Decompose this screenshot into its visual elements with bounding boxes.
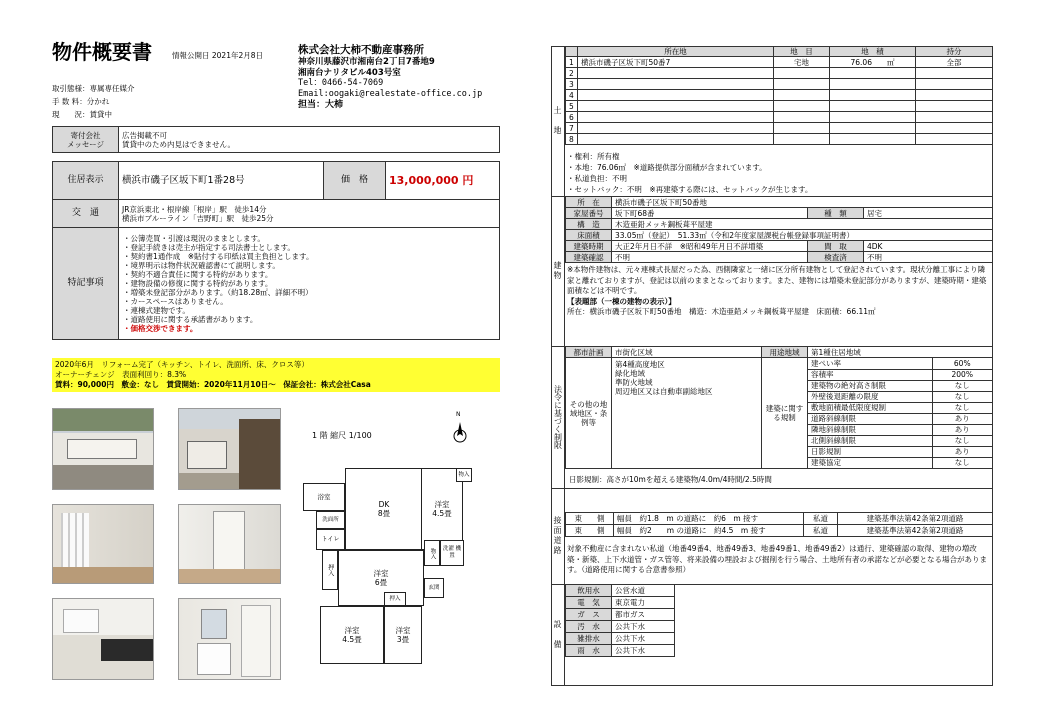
table-row: 建築物の絶対高さ制限 なし — [808, 380, 992, 391]
land-header-chimoku: 地 目 — [774, 47, 830, 57]
agent-person: 担当：大柿 — [298, 99, 344, 110]
property-table — [52, 161, 500, 340]
agent-email: Email:oogaki@realestate-office.co.jp — [298, 89, 483, 99]
layout: 4DK — [864, 241, 993, 252]
floor-area: 33.05㎡（登記） 51.33㎡（令和2年度家屋課税台帳登録事項証明書） — [612, 230, 993, 241]
table-row: 東 側 幅員 約1.8 m の道路に 約6 m 接す 私道 建築基準法第42条第2項道路 — [566, 513, 993, 525]
room-oshi2: 押入 — [384, 592, 406, 606]
price-label: 価 格 — [324, 162, 386, 200]
fee-value: 分かれ — [86, 97, 110, 106]
table-row: 汚 水 公共下水 — [566, 621, 675, 633]
structure-label: 構 造 — [566, 219, 612, 230]
road-section-label: 接 面 道 路 — [551, 488, 565, 584]
structure: 木造亜鉛メッキ鋼板葺平屋建 — [612, 219, 993, 230]
agent-block — [298, 44, 543, 111]
compass-icon — [452, 418, 468, 448]
year-label: 建築時期 — [566, 241, 612, 252]
room-laundry: 洗濯 機置 — [440, 540, 464, 566]
building-loc: 横浜市磯子区坂下町50番地 — [612, 197, 993, 208]
table-row: 電 気 東京電力 — [566, 597, 675, 609]
agent-company: 株式会社大柿不動産事務所 — [298, 44, 424, 56]
room-kura: 物入 — [456, 468, 472, 482]
land-header-area: 地 積 — [830, 47, 916, 57]
land-header-loc: 所在地 — [578, 47, 774, 57]
transport-value: JR京浜東北・根岸線「根岸」駅 徒歩14分 横浜市ブルーライン「吉野町」駅 徒歩25分 — [119, 200, 500, 228]
land-notes: ・権利：所有権 ・本地：76.06㎡ ※道路提供部分面積が含まれています。 ・私道負担：不明 ・セットバック：不明 ※再建築する際には、セットバックが生じます。 — [567, 152, 813, 194]
law-table — [565, 346, 993, 469]
table-row: 雑排水 公共下水 — [566, 633, 675, 645]
agent-tel: Tel：0466-54-7069 — [298, 78, 384, 89]
status-value: 賃貸中 — [89, 110, 112, 119]
table-row: 北側斜線制限 なし — [808, 435, 992, 446]
agent-building: 湘南台ナリタビル403号室 — [298, 67, 401, 78]
highlight-box — [52, 358, 500, 392]
layout-label: 間 取 — [808, 241, 864, 252]
building-section-label: 建 物 — [551, 196, 565, 346]
price-negotiable: ・価格交渉できます。 — [123, 324, 198, 333]
land-header-share: 持分 — [916, 47, 993, 57]
room-wash: 洗面所 — [316, 511, 345, 529]
page-title: 物件概要書 — [52, 40, 152, 64]
message-content: 広告掲載不可 賃貸中のため内見はできません。 — [119, 127, 500, 153]
price-value: 13,000,000 円 — [386, 162, 500, 200]
room-se: 洋室 3畳 — [384, 606, 422, 664]
table-row: 道路斜線制限 あり — [808, 413, 992, 424]
trade-info — [52, 82, 135, 121]
land-section-label: 土 地 — [551, 46, 565, 196]
facility-table — [565, 584, 675, 657]
room-wc: トイレ — [316, 529, 345, 550]
shade-rule: 日影規制：高さが10mを超える建築物/4.0m/4時間/2.5時間 — [569, 475, 772, 484]
highlight-yield: オーナーチェンジ 表面利回り：8.3% — [55, 370, 187, 379]
trade-mode: 専属専任媒介 — [89, 84, 135, 93]
room-bath: 浴室 — [303, 483, 345, 511]
compass-label: N — [456, 411, 461, 418]
city-label: 都市計画 — [566, 347, 612, 358]
table-row: 3 — [566, 79, 993, 90]
table-row: 敷地面積最低限度規制 なし — [808, 402, 992, 413]
table-row: 5 — [566, 101, 993, 112]
road-table — [565, 512, 993, 537]
room-sw: 洋室 4.5畳 — [320, 606, 384, 664]
building-table — [565, 196, 993, 263]
address-value: 横浜市磯子区坂下町1番28号 — [119, 162, 324, 200]
kind-label: 種 類 — [808, 208, 864, 219]
city-value: 市街化区域 — [612, 347, 762, 358]
kind: 居宅 — [864, 208, 993, 219]
highlight-reform: 2020年6月 リフォーム完了（キッチン、トイレ、洗面所、床、クロス等） — [55, 360, 309, 369]
table-row: 飲用水 公営水道 — [566, 585, 675, 597]
table-row: 2 — [566, 68, 993, 79]
restrict-label: 建築に関する規制 — [762, 358, 808, 469]
inspect-label: 検査済 — [808, 252, 864, 263]
table-row: 隣地斜線制限 あり — [808, 424, 992, 435]
zoning-value: 第1種住居地域 — [808, 347, 993, 358]
district-list: 第4種高度地区 緑化地域 準防火地域 周辺地区又は自動車副総地区 — [612, 358, 762, 469]
trade-mode-label: 取引態様： — [52, 84, 90, 93]
confirm: 不明 — [612, 252, 808, 263]
table-row: 6 — [566, 112, 993, 123]
zoning-label: 用途地域 — [762, 347, 808, 358]
restriction-table — [808, 358, 992, 468]
table-row: 外壁後退距離の限度 なし — [808, 391, 992, 402]
table-row: 8 — [566, 134, 993, 145]
land-table — [565, 46, 993, 145]
facility-section-label: 設 備 — [551, 584, 565, 686]
photo-washroom — [178, 598, 281, 680]
table-row: 雨 水 公共下水 — [566, 645, 675, 657]
transport-label: 交 通 — [53, 200, 119, 228]
room-genkan: 玄関 — [424, 578, 444, 598]
special-list: ・公簿売買・引渡は現況のままとします。 ・登記手続きは売主が指定する司法書士とします。 ・契約書1通作成 ※貼付する印紙は買主負担とします。 ・境界明示は物件状況確認書にて説明します。 ・契約不適合責任に関する特約があります。 ・建物設備の修復に関する特約があります。 ・増築未登記部分があります。（約18.28㎡、詳細不明） ・カースペースはありません。 ・連棟式建物です。 ・道路使用に関する承諾書があります。 ・価格交渉できます。 — [119, 228, 500, 340]
table-row: 東 側 幅員 約2 m の道路に 約4.5 m 接す 私道 建築基準法第42条第2項道路 — [566, 525, 993, 537]
address-label: 住居表示 — [53, 162, 119, 200]
room-dk: DK 8畳 — [345, 468, 423, 550]
building-loc-label: 所 在 — [566, 197, 612, 208]
table-row: 1 横浜市磯子区坂下町50番7 宅地 76.06 ㎡ 全部 — [566, 57, 993, 68]
room-oshi: 押入 — [322, 550, 338, 590]
photo-exterior-side — [178, 408, 281, 490]
building-notes: ※本物件建物は、元々連棟式長屋だった為、西側隣家と一緒に区分所有建物として登記されています。現状分離工事により隣家と離れておりますが、登記は以前のままとなっております。また、建物には増築未登記部分がありますが、建築時期・建築面積などは不明です。 【表題部（一棟の建物の表示）】 所在：横浜市磯子区坂下町50番地 構造：木造亜鉛メッキ鋼板葺平屋建 床面積：66.11㎡ — [567, 265, 987, 316]
room-east: 洋室 4.5畳 — [421, 468, 463, 550]
table-row: 日影規制 あり — [808, 446, 992, 457]
fee-label: 手 数 料： — [52, 97, 87, 106]
house-no: 坂下町68番 — [612, 208, 808, 219]
house-no-label: 家屋番号 — [566, 208, 612, 219]
photo-interior-room — [52, 504, 154, 584]
agent-address: 神奈川県藤沢市湘南台2丁目7番地9 — [298, 57, 435, 68]
message-label: 寄付会社 メッセージ — [53, 127, 119, 153]
year: 大正2年月日不詳 ※昭和49年月日不詳増築 — [612, 241, 808, 252]
table-row: 建ぺい率 60% — [808, 358, 992, 369]
room-mid: 洋室 6畳 — [338, 550, 424, 606]
message-table — [52, 126, 500, 153]
photo-interior-hall — [178, 504, 281, 584]
table-row: 建築協定 なし — [808, 457, 992, 468]
road-note: 対象不動産に含まれない私道（地番49番4、地番49番3、地番49番1、地番49番2）は通行、建築確認の取得、建物の増改築・新築、上下水道管・ガス管等、将来設備の埋設および掘削を行う場合、土地所有者の承諾などが必要となる場合があります。（道路使用に関する合意書参照） — [567, 544, 987, 574]
floor-label: 床面積 — [566, 230, 612, 241]
law-section-label: 法令に基づく制限 — [551, 346, 565, 488]
info-date: 情報公開日 2021年2月8日 — [172, 51, 264, 60]
table-row: ガ ス 都市ガス — [566, 609, 675, 621]
confirm-label: 建築確認 — [566, 252, 612, 263]
inspect: 不明 — [864, 252, 993, 263]
table-row: 4 — [566, 90, 993, 101]
special-label: 特記事項 — [53, 228, 119, 340]
status-label: 現 況： — [52, 110, 90, 119]
highlight-rent: 賃料：90,000円 敷金：なし 賃貸開始：2020年11月10日～ 保証会社：株式会社Casa — [55, 380, 371, 389]
photo-kitchen — [52, 598, 154, 680]
photo-exterior-front — [52, 408, 154, 490]
room-monoire: 物入 — [424, 540, 440, 566]
table-row: 容積率 200% — [808, 369, 992, 380]
floorplan-title: 1 階 縮尺 1/100 — [312, 431, 372, 440]
table-row: 7 — [566, 123, 993, 134]
other-label: その他の地域地区・条例等 — [566, 358, 612, 469]
